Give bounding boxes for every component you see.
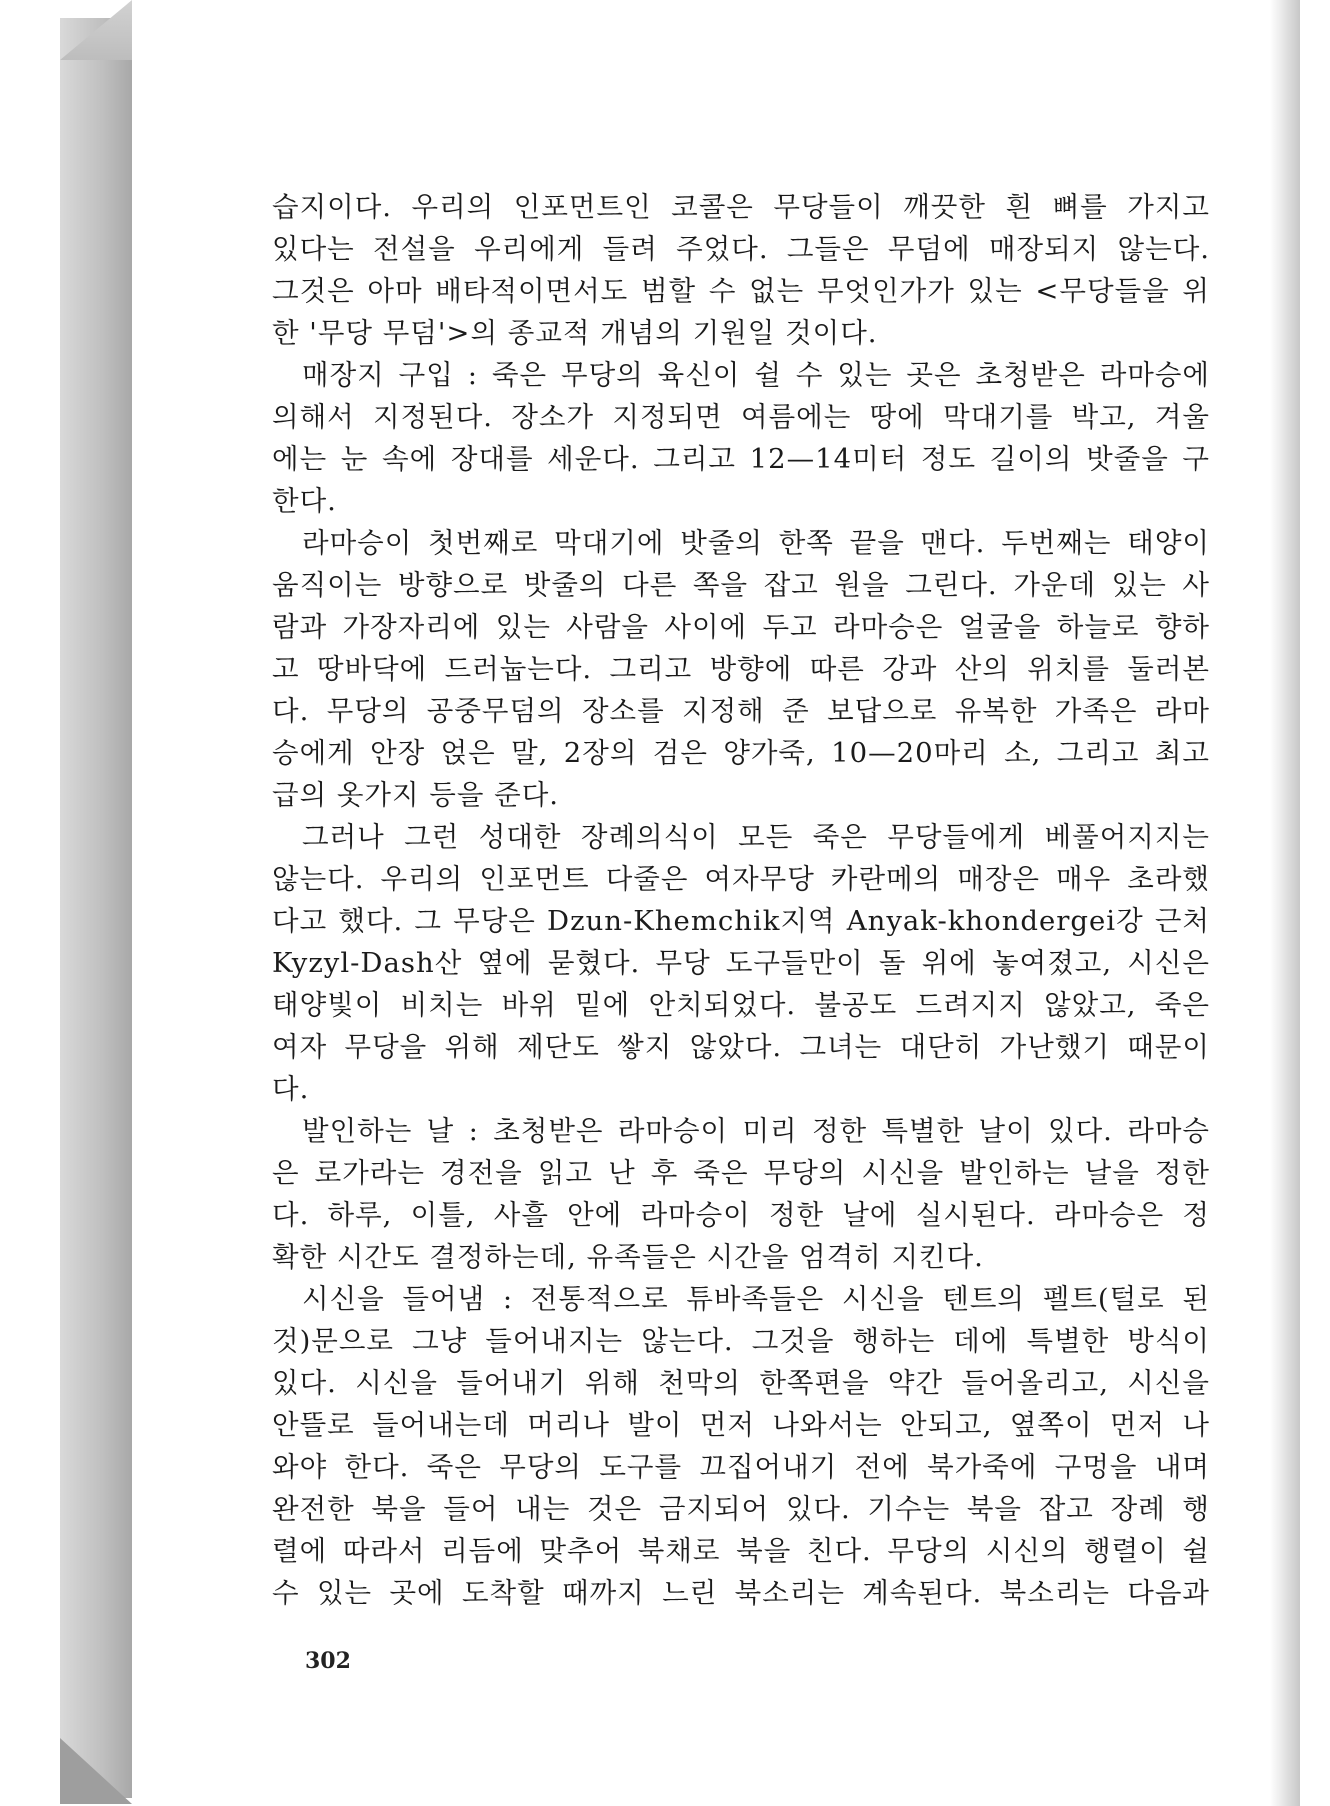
text-line: 습지이다. 우리의 인포먼트인 코콜은 무당들이 깨끗한 흰 뼈를 가지고 [272, 191, 1210, 223]
text-line: 승에게 안장 얹은 말, 2장의 검은 양가죽, 10—20마리 소, 그리고 최고 [272, 737, 1210, 769]
text-line: 다. 하루, 이틀, 사흘 안에 라마승이 정한 날에 실시된다. 라마승은 정 [272, 1199, 1210, 1231]
page-number: 302 [305, 1648, 351, 1674]
text-line: 다. 무당의 공중무덤의 장소를 지정해 준 보답으로 유복한 가족은 라마 [272, 695, 1210, 727]
text-line: 안뜰로 들어내는데 머리나 발이 먼저 나와서는 안되고, 옆쪽이 먼저 나 [272, 1409, 1210, 1441]
text-line: 매장지 구입 : 죽은 무당의 육신이 쉴 수 있는 곳은 초청받은 라마승에 [302, 359, 1210, 391]
text-line: 그러나 그런 성대한 장례의식이 모든 죽은 무당들에게 베풀어지지는 [302, 821, 1210, 853]
text-line: 있다는 전설을 우리에게 들려 주었다. 그들은 무덤에 매장되지 않는다. [272, 233, 1210, 265]
text-line: 급의 옷가지 등을 준다. [272, 779, 560, 811]
text-line: 않는다. 우리의 인포먼트 다줄은 여자무당 카란메의 매장은 매우 초라했 [272, 863, 1210, 895]
text-line: Kyzyl-Dash산 옆에 묻혔다. 무당 도구들만이 돌 위에 놓여졌고, 시신은 [272, 947, 1210, 979]
page-body-text [272, 186, 1210, 1614]
text-line: 여자 무당을 위해 제단도 쌓지 않았다. 그녀는 대단히 가난했기 때문이 [272, 1031, 1210, 1063]
text-line: 한 '무당 무덤'>의 종교적 개념의 기원일 것이다. [272, 317, 878, 349]
text-line: 발인하는 날 : 초청받은 라마승이 미리 정한 특별한 날이 있다. 라마승 [302, 1115, 1210, 1147]
text-line: 수 있는 곳에 도착할 때까지 느린 북소리는 계속된다. 북소리는 다음과 [272, 1577, 1210, 1609]
text-line: 것)문으로 그냥 들어내지는 않는다. 그것을 행하는 데에 특별한 방식이 [272, 1325, 1210, 1357]
text-line: 움직이는 방향으로 밧줄의 다른 쪽을 잡고 원을 그린다. 가운데 있는 사 [272, 569, 1210, 601]
text-line: 시신을 들어냄 : 전통적으로 튜바족들은 시신을 텐트의 펠트(털로 된 [302, 1283, 1210, 1315]
text-line: 의해서 지정된다. 장소가 지정되면 여름에는 땅에 막대기를 박고, 겨울 [272, 401, 1210, 433]
page-edge-shadow [1270, 0, 1300, 1806]
text-line: 와야 한다. 죽은 무당의 도구를 끄집어내기 전에 북가죽에 구멍을 내며 [272, 1451, 1210, 1483]
text-line: 에는 눈 속에 장대를 세운다. 그리고 12—14미터 정도 길이의 밧줄을 구 [272, 443, 1210, 475]
text-line: 한다. [272, 485, 337, 517]
text-line: 라마승이 첫번째로 막대기에 밧줄의 한쪽 끝을 맨다. 두번째는 태양이 [302, 527, 1210, 559]
book-spine [60, 18, 132, 1798]
text-line: 다고 했다. 그 무당은 Dzun-Khemchik지역 Anyak-khondergei강 근처 [272, 905, 1210, 937]
text-line: 완전한 북을 들어 내는 것은 금지되어 있다. 기수는 북을 잡고 장례 행 [272, 1493, 1210, 1525]
text-line: 그것은 아마 배타적이면서도 범할 수 없는 무엇인가가 있는 <무당들을 위 [272, 275, 1210, 307]
text-line: 태양빛이 비치는 바위 밑에 안치되었다. 불공도 드려지지 않았고, 죽은 [272, 989, 1210, 1021]
text-line: 은 로가라는 경전을 읽고 난 후 죽은 무당의 시신을 발인하는 날을 정한 [272, 1157, 1210, 1189]
text-line: 확한 시간도 결정하는데, 유족들은 시간을 엄격히 지킨다. [272, 1241, 984, 1273]
text-line: 람과 가장자리에 있는 사람을 사이에 두고 라마승은 얼굴을 하늘로 향하 [272, 611, 1210, 643]
text-line: 다. [272, 1073, 310, 1105]
text-line: 렬에 따라서 리듬에 맞추어 북채로 북을 친다. 무당의 시신의 행렬이 쉴 [272, 1535, 1210, 1567]
text-line: 고 땅바닥에 드러눕는다. 그리고 방향에 따른 강과 산의 위치를 둘러본 [272, 653, 1210, 685]
text-line: 있다. 시신을 들어내기 위해 천막의 한쪽편을 약간 들어올리고, 시신을 [272, 1367, 1210, 1399]
